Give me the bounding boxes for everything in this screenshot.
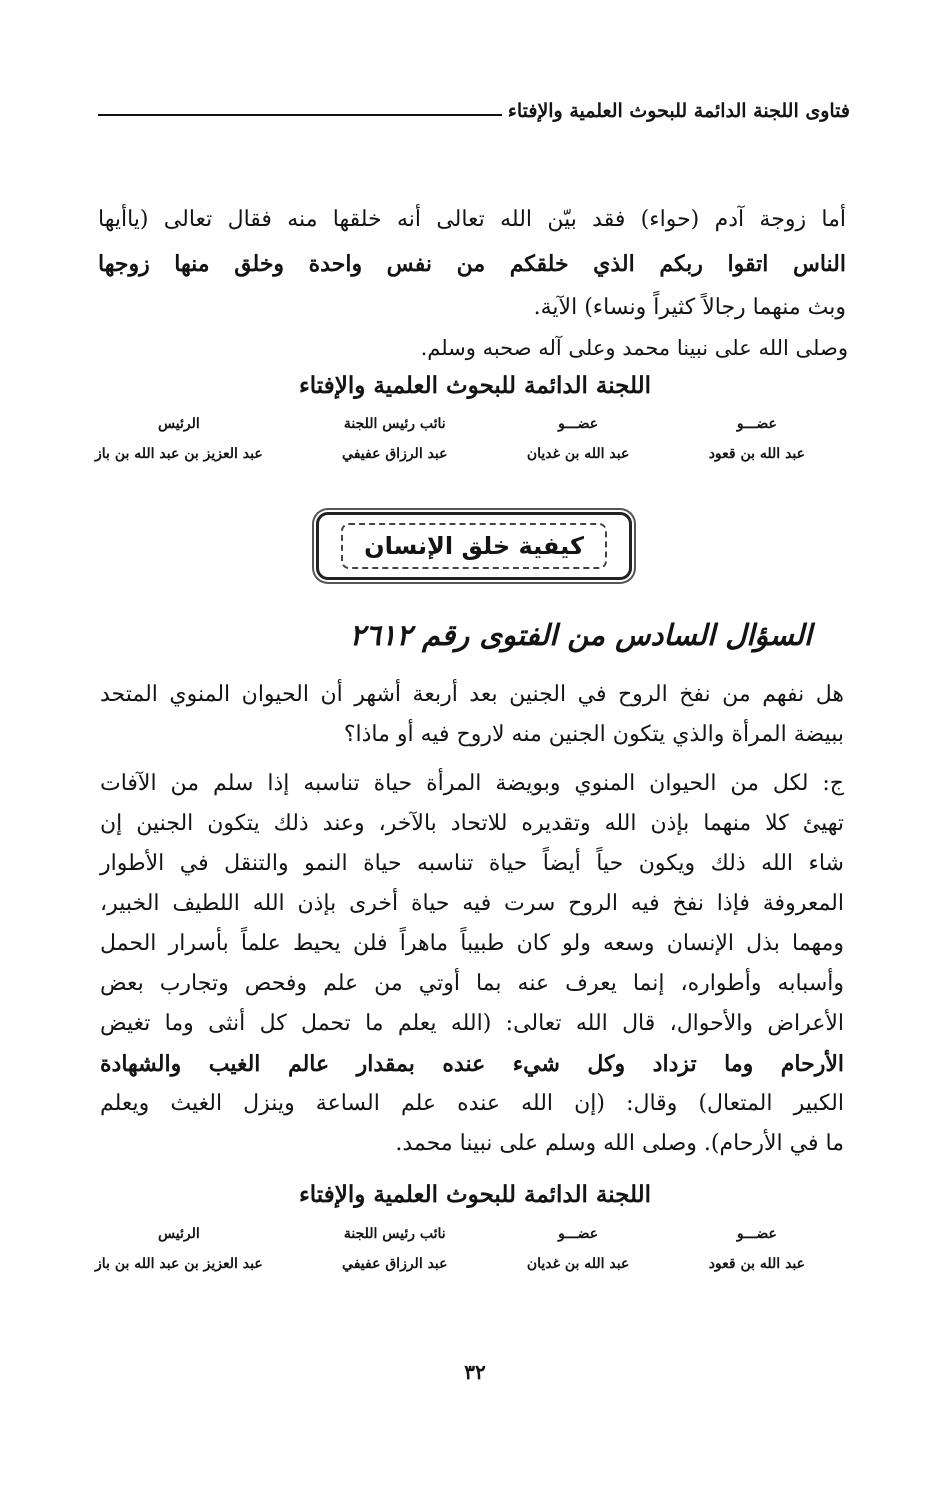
signer-role: الرئيس [157,416,200,432]
question-paragraph [100,675,844,755]
answer-line: ومهما بذل الإنسان وسعه ولو كان طبيباً ماهراً فلن يحيط علماً بأسرار الحمل [100,931,844,956]
signer-name: عبد الله بن قعود [708,446,805,462]
header-rule [98,114,502,116]
answer-line: تهيئ كلا منهما بإذن الله وتقديره للاتحاد بالآخر، وعند ذلك يتكون الجنين إن [100,811,844,836]
signer-role: نائب رئيس اللجنة [343,1226,446,1242]
signer-role: عضـــو [558,1226,599,1242]
answer-line: الكبير المتعال) وقال: (إن الله عنده علم الساعة وينزل الغيث ويعلم [100,1091,844,1116]
signer-role: نائب رئيس اللجنة [343,416,446,432]
header-title: فتاوى اللجنة الدائمة للبحوث العلمية والإفتاء [507,100,850,122]
answer-line: شاء الله ذلك ويكون حياً أيضاً حياة تناسبه حياة النمو والتنقل في الأطوار [100,851,844,876]
intro-paragraph [98,198,846,330]
signer-name: عبد الله بن قعود [708,1256,805,1272]
signer [95,412,263,462]
answer-line: الأعراض والأحوال، قال الله تعالى: (الله يعلم ما تحمل كل أنثى وما تغيض [100,1011,844,1036]
signer-name: عبد الرزاق عفيفي [342,1256,448,1272]
signer [709,1222,805,1272]
signer [342,412,447,462]
signatories [95,1222,805,1272]
question-heading: السؤال السادس من الفتوى رقم ٢٦١٢ [349,618,812,652]
committee-name: اللجنة الدائمة للبحوث العلمية والإفتاء [298,1181,652,1208]
intro-line: الناس اتقوا ربكم الذي خلقكم من نفس واحدة وخلق منها زوجها [98,251,846,277]
signer-role: الرئيس [157,1226,200,1242]
answer-line: وأسبابه وأطواره، إنما يعرف عنه بما أوتي من علم وفحص وتجارب بعض [100,971,844,996]
answer-line: المعروفة فإذا نفخ فيه الروح سرت فيه حياة أخرى بإذن الله اللطيف الخبير، [100,891,844,916]
signer-role: عضـــو [736,416,777,432]
running-header [98,92,850,122]
signer-role: عضـــو [736,1226,777,1242]
signer [527,412,630,462]
section-title-inner-border [341,523,607,569]
answer-line: الأرحام وما تزداد وكل شيء عنده بمقدار عالم الغيب والشهادة [100,1051,844,1077]
signer [95,1222,263,1272]
signer [527,1222,630,1272]
intro-line: وبث منهما رجالاً كثيراً ونساء) الآية. [533,295,846,320]
signer-name: عبد الرزاق عفيفي [342,446,448,462]
signer-name: عبد العزيز بن عبد الله بن باز [95,446,263,462]
signer-role: عضـــو [558,416,599,432]
answer-paragraph [100,764,844,1164]
intro-line: أما زوجة آدم (حواء) فقد بيّن الله تعالى أنه خلقها منه فقال تعالى (ياأيها [98,207,846,232]
section-title-frame [316,512,632,580]
page-number: ٣٢ [464,1360,486,1384]
committee-name: اللجنة الدائمة للبحوث العلمية والإفتاء [298,372,652,399]
signer-name: عبد الله بن غديان [526,446,630,462]
answer-line: ما في الأرحام). وصلى الله وسلم على نبينا محمد. [395,1131,844,1156]
intro-closing: وصلى الله على نبينا محمد وعلى آله صحبه وسلم. [420,336,848,360]
signatories [95,412,805,462]
section-title: كيفية خلق الإنسان [364,532,584,560]
signer [709,412,805,462]
question-line: ببيضة المرأة والذي يتكون الجنين منه لاروح فيه أو ماذا؟ [343,722,844,747]
signer [342,1222,447,1272]
question-line: هل نفهم من نفخ الروح في الجنين بعد أربعة أشهر أن الحيوان المنوي المتحد [100,682,844,707]
signer-name: عبد الله بن غديان [526,1256,630,1272]
answer-line: ج: لكل من الحيوان المنوي وبويضة المرأة حياة تناسبه إذا سلم من الآفات [100,771,844,796]
signer-name: عبد العزيز بن عبد الله بن باز [95,1256,263,1272]
